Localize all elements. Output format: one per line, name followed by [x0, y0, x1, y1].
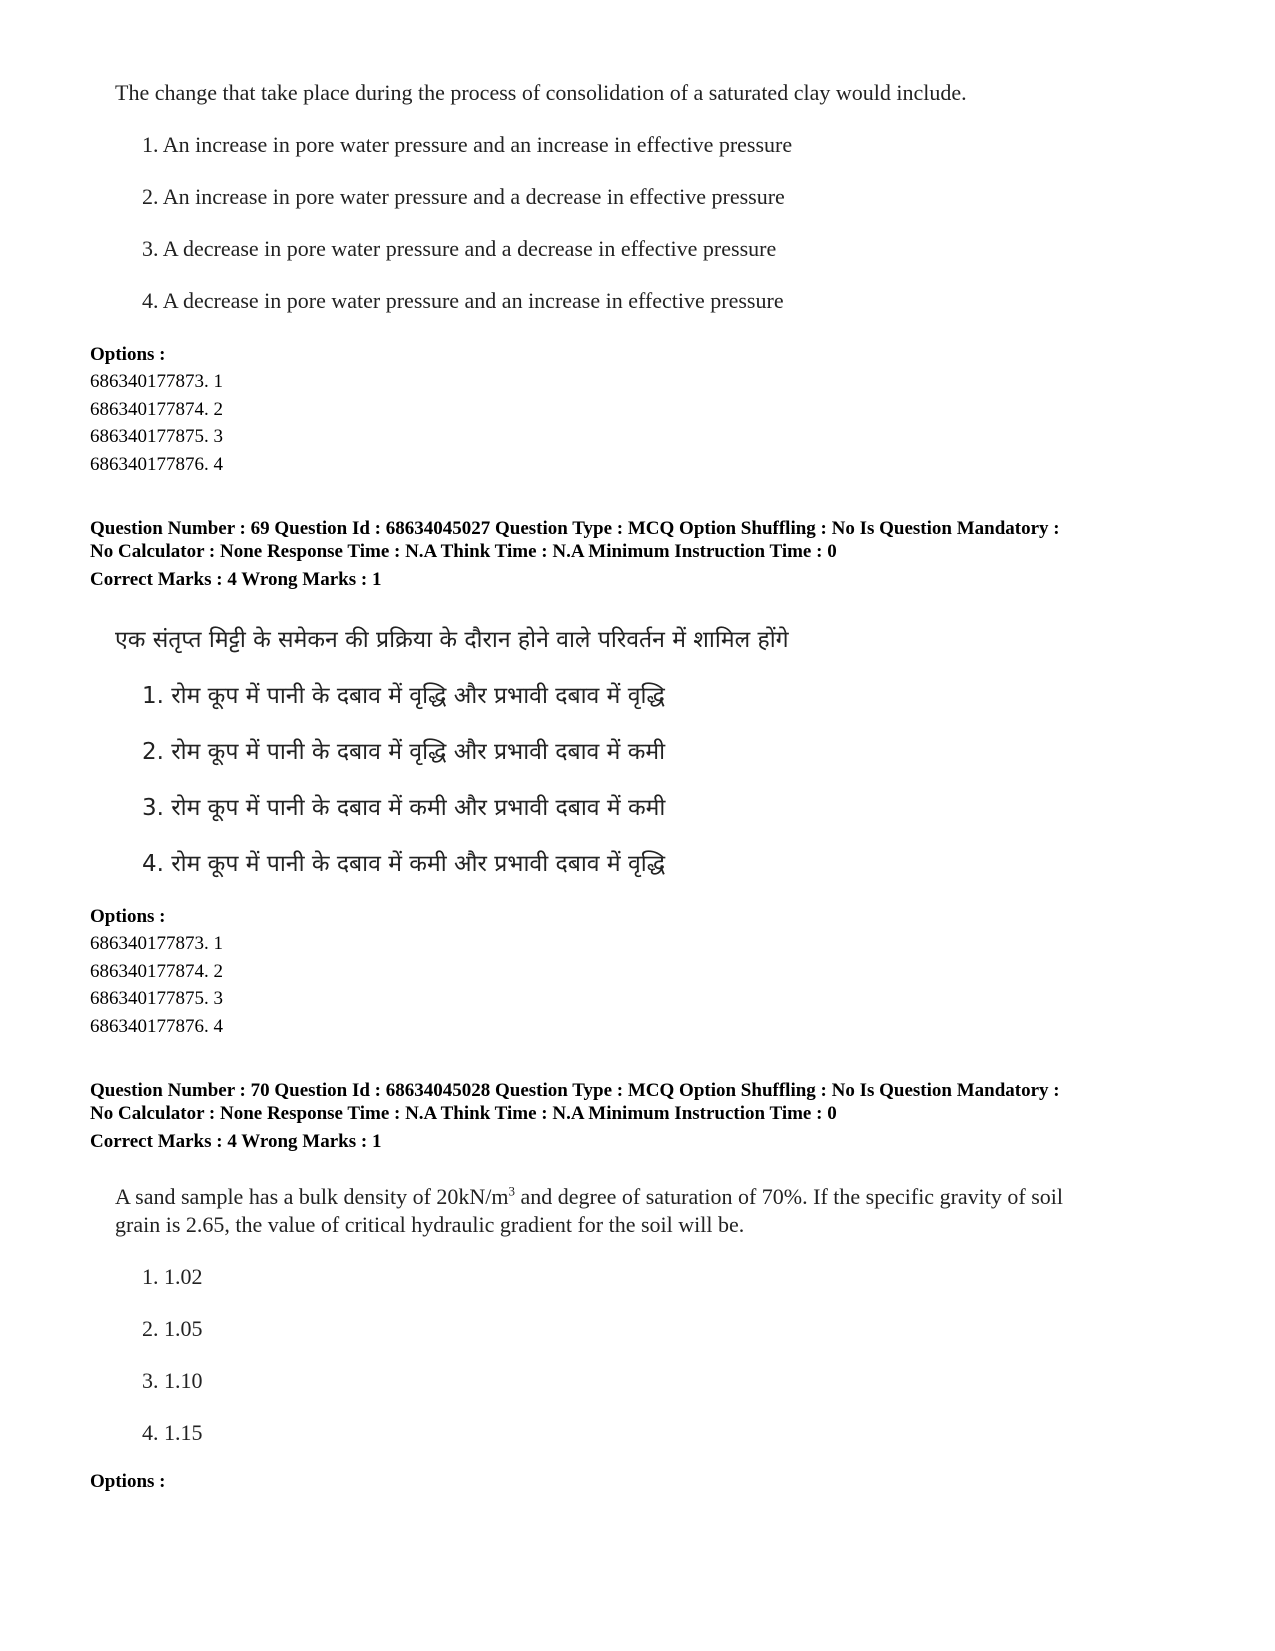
q70-question-part-2: and degree of saturation of 70%. If the specific gravity of soil: [515, 1184, 1063, 1209]
q69-choice-1: 1. रोम कूप में पानी के दबाव में वृद्धि और प्रभावी दबाव में वृद्धि: [142, 683, 665, 709]
q68-question-text: The change that take place during the process of consolidation of a saturated clay would include.: [115, 80, 967, 105]
q70-question-superscript: 3: [508, 1183, 516, 1199]
q68-option-id-1: 686340177873. 1: [90, 371, 223, 392]
q69-meta-line-1: Question Number : 69 Question Id : 68634045027 Question Type : MCQ Option Shuffling : No Is Question Mandatory :: [90, 518, 1060, 539]
q69-meta-line-2: No Calculator : None Response Time : N.A Think Time : N.A Minimum Instruction Time : 0: [90, 541, 837, 562]
q68-choice-4: 4. A decrease in pore water pressure and an increase in effective pressure: [142, 288, 784, 313]
q70-choice-1: 1. 1.02: [142, 1264, 203, 1289]
q69-choice-3: 3. रोम कूप में पानी के दबाव में कमी और प्रभावी दबाव में कमी: [142, 795, 666, 821]
q69-choice-4: 4. रोम कूप में पानी के दबाव में कमी और प्रभावी दबाव में वृद्धि: [142, 851, 666, 877]
q68-option-id-4: 686340177876. 4: [90, 454, 223, 475]
q70-options-label: Options :: [90, 1471, 166, 1492]
q70-question-line-2: grain is 2.65, the value of critical hydraulic gradient for the soil will be.: [115, 1212, 745, 1237]
q70-choice-3: 3. 1.10: [142, 1368, 203, 1393]
q69-marks: Correct Marks : 4 Wrong Marks : 1: [90, 569, 382, 590]
q70-marks: Correct Marks : 4 Wrong Marks : 1: [90, 1131, 382, 1152]
q68-choice-3: 3. A decrease in pore water pressure and a decrease in effective pressure: [142, 236, 777, 261]
q68-option-id-2: 686340177874. 2: [90, 399, 223, 420]
q70-meta-line-1: Question Number : 70 Question Id : 68634045028 Question Type : MCQ Option Shuffling : No Is Question Mandatory :: [90, 1080, 1060, 1101]
q70-meta-line-2: No Calculator : None Response Time : N.A Think Time : N.A Minimum Instruction Time : 0: [90, 1103, 837, 1124]
q70-question-line-1: [115, 1184, 1063, 1210]
q69-option-id-1: 686340177873. 1: [90, 933, 223, 954]
q70-choice-4: 4. 1.15: [142, 1420, 203, 1445]
q69-options-label: Options :: [90, 906, 166, 927]
q70-question-part-1: A sand sample has a bulk density of 20kN/m: [115, 1184, 509, 1209]
q68-option-id-3: 686340177875. 3: [90, 426, 223, 447]
q69-question-text: एक संतृप्त मिट्टी के समेकन की प्रक्रिया के दौरान होने वाले परिवर्तन में शामिल होंगे: [115, 627, 789, 653]
q69-option-id-2: 686340177874. 2: [90, 961, 223, 982]
q68-choice-1: 1. An increase in pore water pressure and an increase in effective pressure: [142, 132, 793, 157]
q68-options-label: Options :: [90, 344, 166, 365]
q69-option-id-4: 686340177876. 4: [90, 1016, 223, 1037]
q69-option-id-3: 686340177875. 3: [90, 988, 223, 1009]
q69-choice-2: 2. रोम कूप में पानी के दबाव में वृद्धि और प्रभावी दबाव में कमी: [142, 739, 666, 765]
q70-choice-2: 2. 1.05: [142, 1316, 203, 1341]
q68-choice-2: 2. An increase in pore water pressure and a decrease in effective pressure: [142, 184, 785, 209]
